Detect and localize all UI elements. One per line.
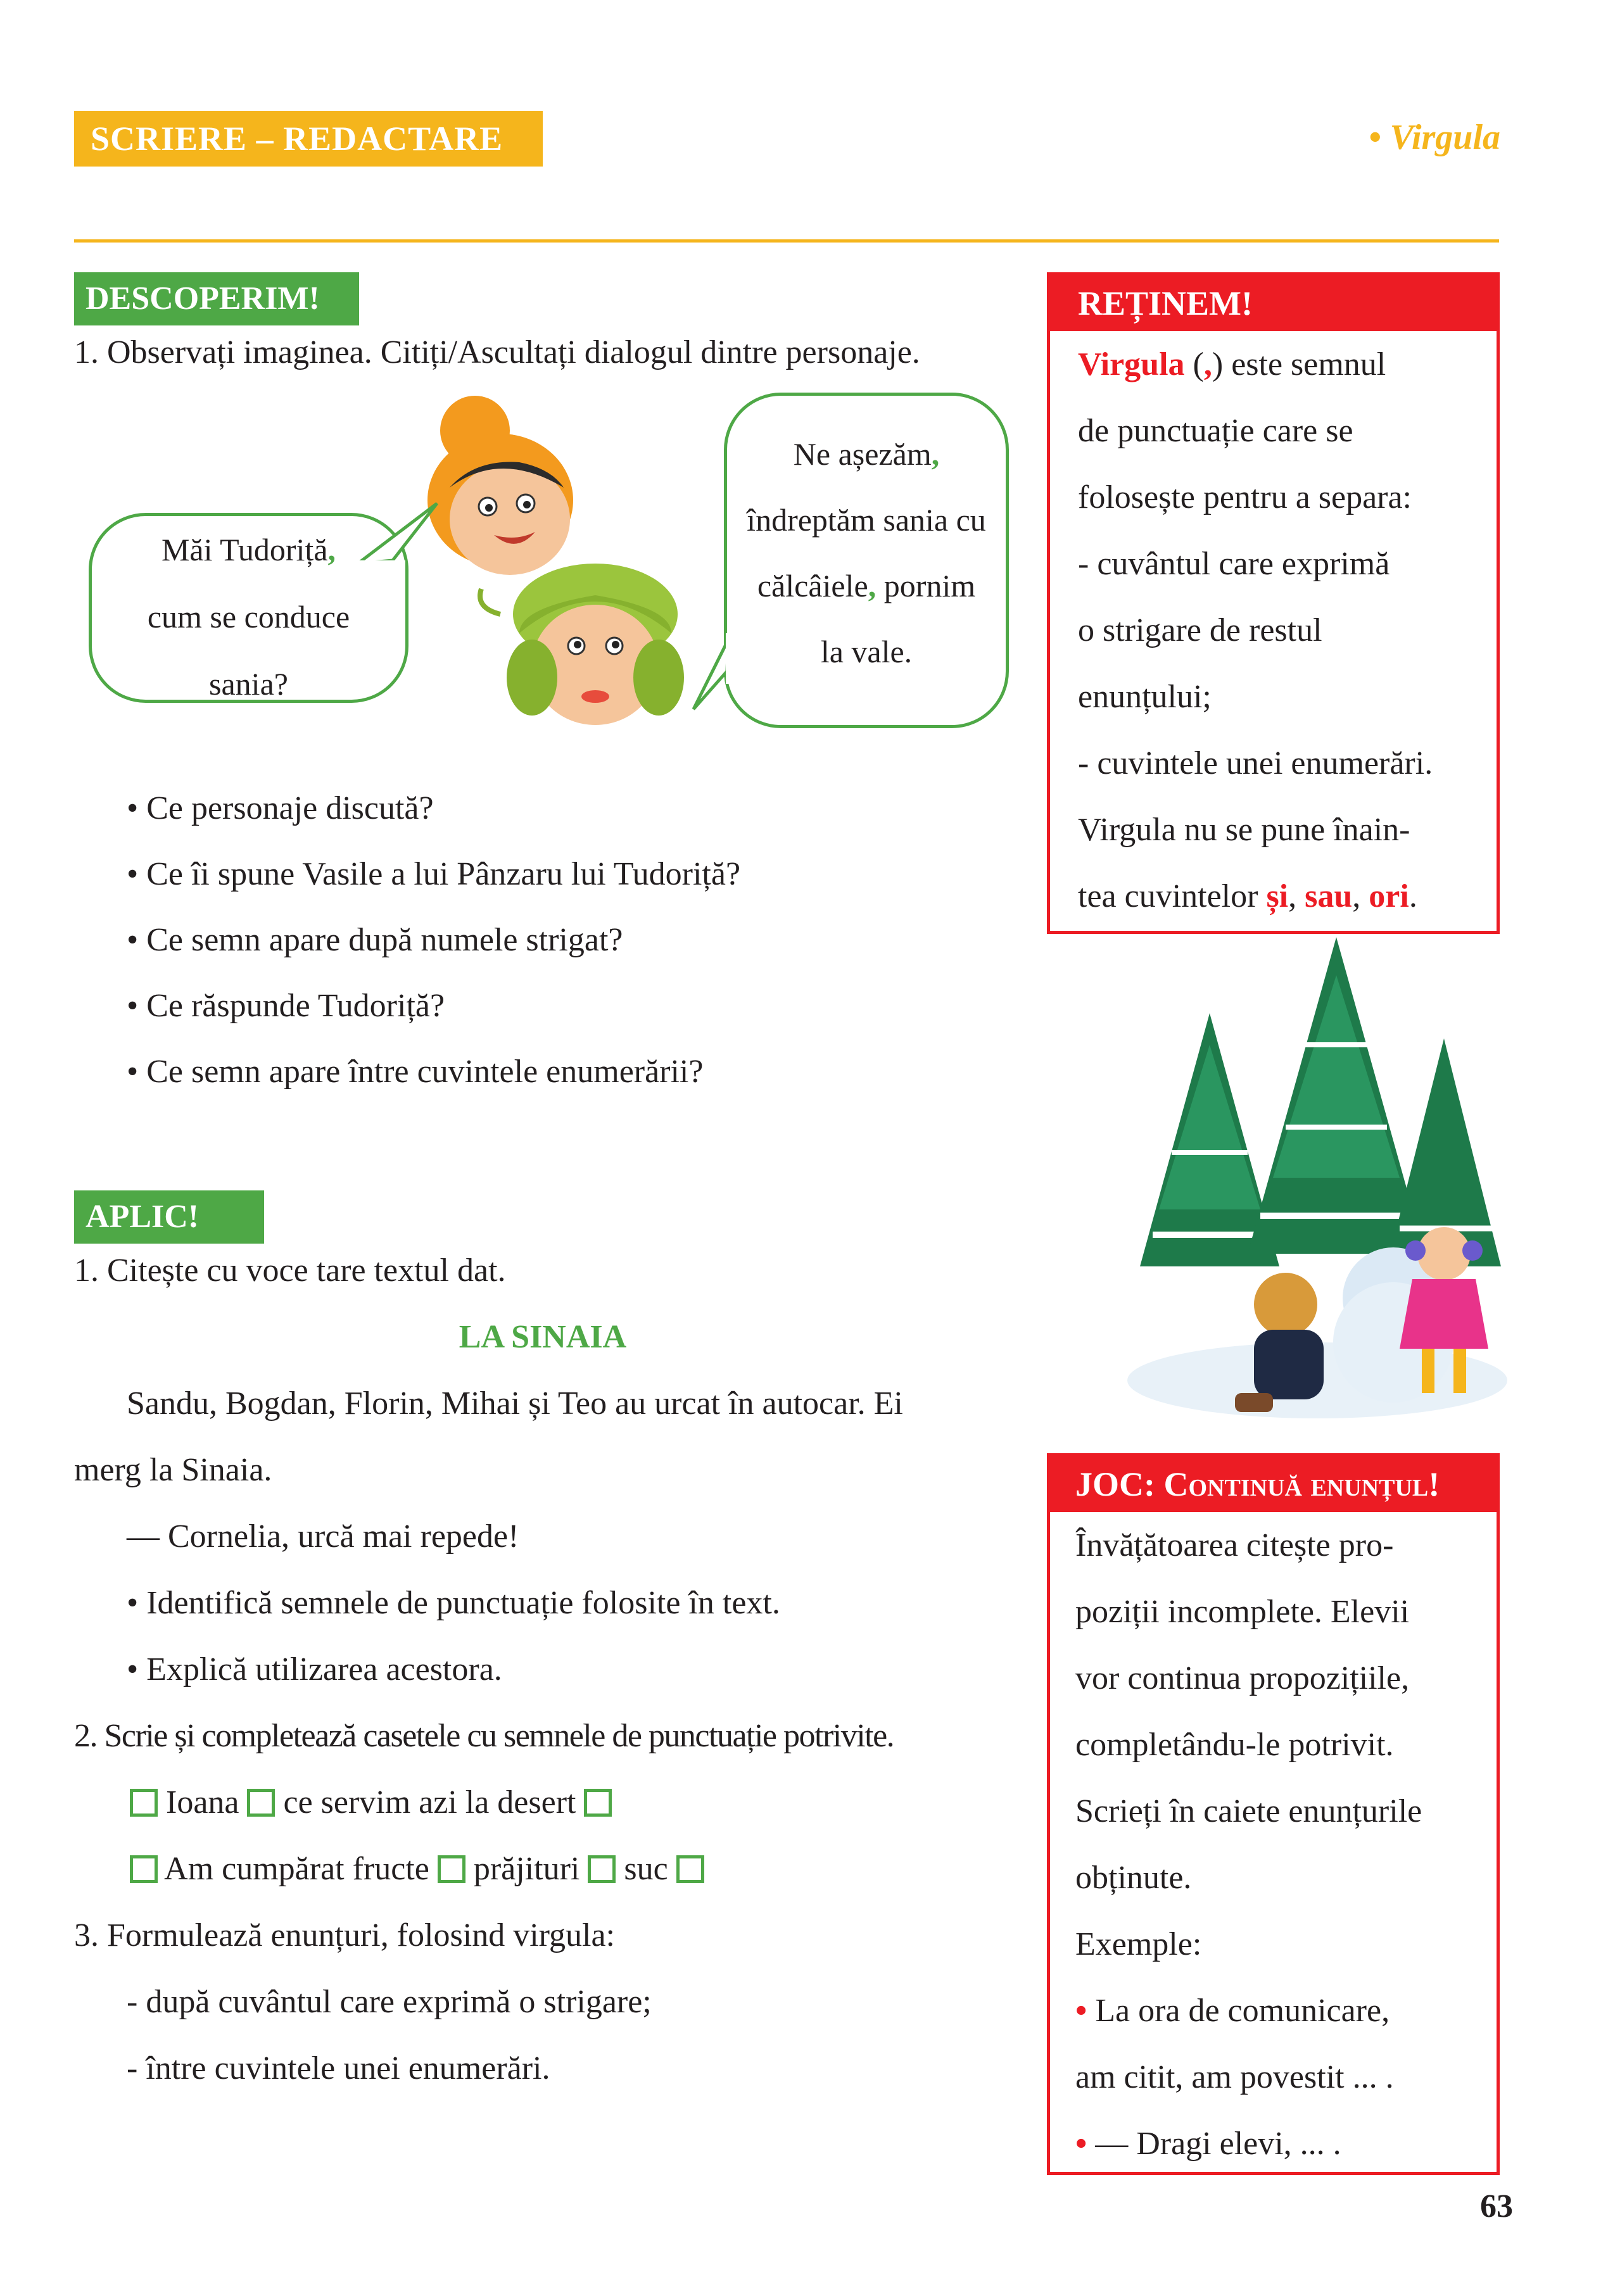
retinem-line-3: folosește pentru a separa: <box>1078 479 1412 515</box>
bullet-icon: • <box>1075 2126 1087 2162</box>
row2-word-1: Am cumpărat fructe <box>164 1851 429 1887</box>
bubble-right-line-2: îndreptăm sania cu <box>747 502 986 538</box>
exercise-2: 2. Scrie și completează casetele cu semnele de punctuație potrivite. <box>74 1718 894 1754</box>
retinem-line-5: o strigare de restul <box>1078 612 1322 648</box>
paren-open: ( <box>1184 346 1204 382</box>
punctuation-row-2 <box>130 1836 704 1902</box>
story-line-1: Sandu, Bogdan, Florin, Mihai și Teo au urcat în autocar. Ei <box>127 1385 903 1422</box>
task-identify: • Identifică semnele de punctuație folosite în text. <box>127 1585 780 1621</box>
bubble-left-tail <box>355 500 443 570</box>
exercise-3a: - după cuvântul care exprimă o strigare; <box>127 1984 652 2020</box>
joc-line-6: obținute. <box>1075 1860 1192 1896</box>
word-sau: sau <box>1305 878 1353 914</box>
bubble-right-line-3b: pornim <box>876 568 976 603</box>
joc-body <box>1050 1512 1497 2177</box>
winter-children-snowman-illustration <box>1115 937 1507 1431</box>
bubble-left-comma: , <box>327 532 336 567</box>
bubble-left-line-2: cum se conduce <box>147 599 350 634</box>
bubble-right-line-1: Ne așezăm <box>793 436 932 472</box>
speech-bubble-right <box>724 393 1009 728</box>
punctuation-row-1 <box>130 1770 612 1836</box>
retinem-line-2: de punctuație care se <box>1078 413 1353 449</box>
joc-example-2: — Dragi elevi, ... . <box>1087 2126 1341 2162</box>
section-badge-scriere: SCRIERE – REDACTARE <box>74 111 543 167</box>
retinem-line-9: tea cuvintelor <box>1078 878 1267 914</box>
joc-line-5: Scrieți în caiete enunțurile <box>1075 1793 1422 1829</box>
retinem-line-7: - cuvintele unei enumerări. <box>1078 745 1433 781</box>
instruction-1: 1. Observați imaginea. Citiți/Ascultați dialogul dintre personaje. <box>74 334 920 370</box>
section-badge-descoperim: DESCOPERIM! <box>74 272 359 325</box>
retinem-line-4: - cuvântul care exprimă <box>1078 546 1390 582</box>
question-5: • Ce semn apare între cuvintele enumerării? <box>127 1054 704 1090</box>
joc-line-2: poziții incomplete. Elevii <box>1075 1594 1410 1630</box>
retinem-title: REȚINEM! <box>1050 275 1497 331</box>
row1-word-1: Ioana <box>166 1784 239 1820</box>
word-si: și <box>1266 878 1289 914</box>
bubble-right-tail <box>684 633 747 722</box>
word-ori: ori <box>1369 878 1409 914</box>
section-badge-aplic: APLIC! <box>74 1190 264 1244</box>
comma-symbol: , <box>1203 346 1212 382</box>
end-period: . <box>1409 878 1417 914</box>
row2-word-3: suc <box>624 1851 668 1887</box>
retinem-box <box>1047 272 1500 934</box>
joc-line-4: completându-le potrivit. <box>1075 1727 1394 1763</box>
sep-1: , <box>1288 878 1305 914</box>
punctuation-box[interactable] <box>130 1789 158 1817</box>
exercise-3b: - între cuvintele unei enumerări. <box>127 2050 550 2086</box>
punctuation-box[interactable] <box>130 1855 158 1883</box>
joc-example-1b: am citit, am povestit ... . <box>1075 2059 1394 2095</box>
punctuation-box[interactable] <box>676 1855 704 1883</box>
question-2: • Ce îi spune Vasile a lui Pânzaru lui Tudoriță? <box>127 856 741 892</box>
boy-face-icon <box>480 564 684 725</box>
retinem-line-8: Virgula nu se pune înain- <box>1078 812 1410 848</box>
retinem-line-1: este semnul <box>1223 346 1386 382</box>
retinem-body <box>1050 331 1497 930</box>
story-line-2: merg la Sinaia. <box>74 1452 272 1488</box>
exercise-3: 3. Formulează enunțuri, folosind virgula: <box>74 1917 615 1953</box>
story-line-3: — Cornelia, urcă mai repede! <box>127 1518 519 1555</box>
story-title: LA SINAIA <box>459 1319 627 1355</box>
punctuation-box[interactable] <box>247 1789 275 1817</box>
girl-face-icon <box>427 396 573 575</box>
joc-title: JOC: Continuă enunțul! <box>1050 1456 1497 1512</box>
joc-example-1a: La ora de comunicare, <box>1087 1993 1390 2029</box>
header-divider <box>74 239 1499 243</box>
task-explain: • Explică utilizarea acestora. <box>127 1651 502 1687</box>
row2-word-2: prăjituri <box>473 1851 580 1887</box>
joc-box <box>1047 1453 1500 2175</box>
punctuation-box[interactable] <box>588 1855 616 1883</box>
bubble-right-line-3a: călcâiele <box>757 568 868 603</box>
term-virgula: Virgula <box>1078 346 1185 382</box>
joc-line-1: Învățătoarea citește pro- <box>1075 1527 1394 1563</box>
sep-2: , <box>1352 878 1369 914</box>
page-number: 63 <box>1480 2188 1513 2224</box>
joc-line-7: Exemple: <box>1075 1926 1202 1962</box>
retinem-line-6: enunțului; <box>1078 679 1212 715</box>
question-1: • Ce personaje discută? <box>127 790 434 826</box>
bullet-icon: • <box>1075 1993 1087 2029</box>
paren-close: ) <box>1212 346 1224 382</box>
exercise-1: 1. Citește cu voce tare textul dat. <box>74 1252 506 1289</box>
bubble-left-line-3: sania? <box>209 666 288 702</box>
fir-tree-icon <box>1248 937 1425 1254</box>
row1-word-2: ce servim azi la desert <box>283 1784 576 1820</box>
punctuation-box[interactable] <box>438 1855 465 1883</box>
questions-list <box>127 776 740 1105</box>
topic-title: • Virgula <box>1369 118 1500 157</box>
joc-line-3: vor continua propozițiile, <box>1075 1660 1410 1696</box>
bubble-left-line-1: Măi Tudoriță <box>161 532 328 567</box>
bubble-right-comma-1: , <box>931 436 940 472</box>
bubble-right-line-4: la vale. <box>820 634 913 669</box>
punctuation-box[interactable] <box>584 1789 612 1817</box>
question-4: • Ce răspunde Tudoriță? <box>127 988 445 1024</box>
question-3: • Ce semn apare după numele strigat? <box>127 922 623 958</box>
bubble-right-comma-2: , <box>868 568 877 603</box>
